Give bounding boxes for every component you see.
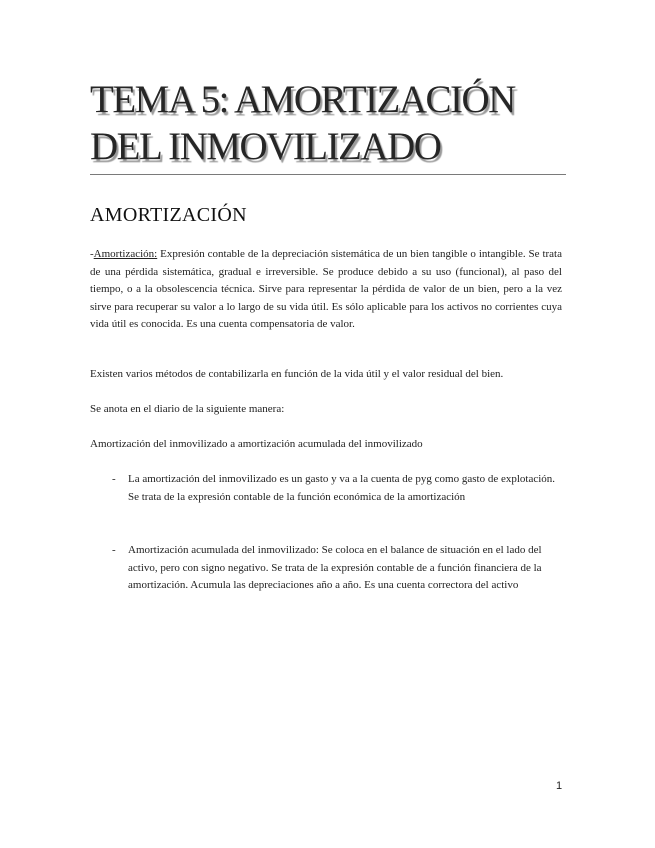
methods-paragraph: Existen varios métodos de contabilizarla en función de la vida útil y el valor residual del bien. (90, 368, 504, 380)
list-item (90, 542, 562, 595)
definition-term: Amortización: (93, 248, 158, 260)
bullet-text: Amortización acumulada del inmovilizado: Se coloca en el balance de situación en el lado del activo, pero con signo negativo. Se trata de la expresión contable de a función financiera de la amortización. Acumula las depreciaciones año a año. Es una cuenta correctora del activo (128, 544, 542, 591)
section-heading: AMORTIZACIÓN (90, 204, 247, 226)
document-title-line-2: DEL INMOVILIZADO (90, 125, 441, 168)
list-item (90, 471, 562, 506)
journal-entry-paragraph: Amortización del inmovilizado a amortización acumulada del inmovilizado (90, 438, 423, 450)
definition-text: Expresión contable de la depreciación sistemática de un bien tangible o intangible. Se trata de una pérdida sistemática, gradual e irreversible. Se produce debido a su uso (funcional), al paso del tiempo, o a la obsolescencia técnica. Sirve para representar la pérdida de valor de un bien, pero a la vez sirve para recuperar su valor a lo largo de su vida útil. Es sólo aplicable para los activos no corrientes cuya vida útil es conocida. Es una cuenta compensatoria de valor. (90, 248, 562, 330)
bullet-marker: - (112, 473, 116, 485)
annotation-paragraph: Se anota en el diario de la siguiente manera: (90, 403, 285, 415)
definition-paragraph (90, 246, 562, 334)
title-divider (90, 174, 566, 175)
definition-prefix: - (90, 248, 94, 260)
bullet-marker: - (112, 544, 116, 556)
document-title-line-1: TEMA 5: AMORTIZACIÓN (90, 78, 515, 121)
document-title (90, 76, 590, 170)
bullet-text: La amortización del inmovilizado es un gasto y va a la cuenta de pyg como gasto de explotación. Se trata de la expresión contable de la función económica de la amortización (128, 473, 556, 503)
page-number: 1 (556, 780, 563, 792)
